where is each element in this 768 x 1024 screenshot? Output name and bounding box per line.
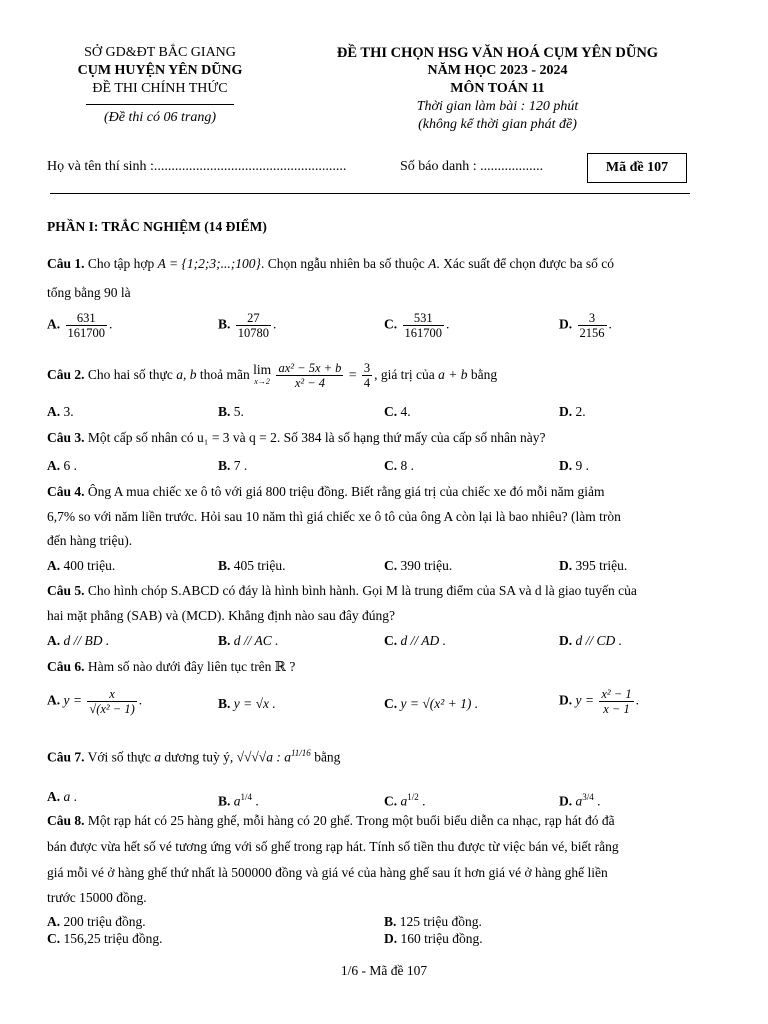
q1-text: Cho tập hợp	[84, 256, 158, 271]
denominator: x² − 4	[294, 376, 326, 391]
q5-option-d[interactable]	[559, 632, 622, 650]
option-text: 2.	[575, 404, 586, 419]
denominator: √(x² − 1)	[89, 702, 135, 716]
option-label: C.	[384, 558, 398, 573]
header-left	[40, 44, 280, 127]
q8-label: Câu 8.	[47, 813, 85, 828]
q5-option-c[interactable]	[384, 632, 446, 650]
option-label: C.	[384, 316, 398, 332]
header-right	[300, 44, 695, 134]
option-label: C.	[384, 404, 398, 419]
numerator: 3	[578, 311, 607, 326]
numerator: 531	[403, 311, 445, 326]
option-label: D.	[559, 633, 573, 648]
option-label: B.	[218, 404, 231, 419]
header-divider	[86, 104, 234, 105]
fraction	[578, 311, 607, 340]
question-8	[47, 812, 718, 830]
option-text: y = √(x² + 1) .	[400, 696, 479, 711]
q7-text-b: dương tuỳ ý,	[160, 749, 237, 765]
option-text: 4.	[400, 404, 411, 419]
option-label: B.	[218, 633, 231, 648]
q2-expr: a + b	[438, 367, 468, 382]
question-8-cont-2: giá mỗi vé ở hàng ghế thứ nhất là 500000 đồng và giá vé của hàng ghế sau ít hơn giá vé ở hàng ghế liền	[47, 865, 608, 880]
q2-limit	[253, 361, 272, 388]
q4-text: Ông A mua chiếc xe ô tô với giá 800 triệu đồng. Biết rằng giá trị của chiếc xe đó mỗi năm giảm	[84, 484, 605, 499]
q6-option-a[interactable]: A. y = $\frac{x}{\text{√(x² − 1)}}$ .	[47, 687, 143, 716]
numerator: 27	[236, 311, 271, 326]
option-label: A.	[47, 558, 61, 573]
option-label: D.	[559, 558, 573, 573]
school-year: NĂM HỌC 2023 - 2024	[427, 63, 568, 78]
q1-option-d[interactable]: D. $\frac{3}{2156}$ .	[559, 311, 612, 340]
department-name: SỞ GD&ĐT BẮC GIANG	[84, 45, 236, 60]
option-label: A.	[47, 789, 61, 804]
q1-var: A	[428, 256, 437, 271]
option-text: 156,25 triệu đồng.	[63, 931, 163, 946]
q3-option-a[interactable]	[47, 457, 77, 475]
option-text: 5.	[233, 404, 244, 419]
q4-option-c[interactable]	[384, 557, 452, 575]
numerator: 3	[363, 361, 371, 376]
option-label: C.	[384, 793, 398, 809]
option-base: a	[233, 793, 241, 809]
q3-text: Một cấp số nhân có u₁ = 3 và q = 2. Số 384 là số hạng thứ mấy của cấp số nhân này?	[84, 430, 546, 445]
question-8-cont-3: trước 15000 đồng.	[47, 890, 147, 905]
option-label: A.	[47, 316, 61, 332]
denominator: 2156	[579, 326, 605, 340]
fraction	[87, 687, 136, 716]
option-text: 200 triệu đồng.	[63, 914, 146, 929]
subject: MÔN TOÁN 11	[450, 81, 545, 96]
question-1-cont: tổng bằng 90 là	[47, 285, 131, 300]
option-text: 8 .	[400, 458, 414, 473]
q5-text: Cho hình chóp S.ABCD có đáy là hình bình hành. Gọi M là trung điểm của SA và d là giao tuyến của	[84, 583, 637, 598]
option-label: B.	[384, 914, 397, 929]
q1-text-b: . Chọn ngẫu nhiên ba số thuộc	[260, 256, 429, 271]
q7-exponent: 11/16	[290, 748, 311, 758]
option-label: D.	[559, 793, 573, 809]
q1-label: Câu 1.	[47, 256, 85, 271]
option-label: B.	[218, 793, 231, 809]
q7-option-a[interactable]: A. a .	[47, 789, 77, 804]
option-text: d // AD .	[400, 633, 447, 648]
q1-option-a[interactable]: A. $\frac{631}{161700}$ .	[47, 311, 113, 340]
option-text: 7 .	[233, 458, 248, 473]
option-text: d // CD .	[575, 633, 623, 648]
page-footer: 1/6 - Mã đề 107	[340, 963, 428, 978]
option-label: B.	[218, 316, 231, 332]
option-label: C.	[384, 633, 398, 648]
numerator: x	[87, 687, 136, 702]
option-text: 390 triệu.	[400, 558, 453, 573]
numerator: 631	[66, 311, 108, 326]
fraction	[599, 687, 633, 716]
q7-option-b[interactable]: B. $a^{1/4}$ .	[218, 792, 259, 809]
q2-label: Câu 2.	[47, 367, 85, 382]
option-text: d // AC .	[233, 633, 279, 648]
question-1	[47, 255, 718, 273]
q7-option-c[interactable]: C. $a^{1/2}$ .	[384, 792, 426, 809]
option-base: a	[400, 793, 408, 809]
q8-text: Một rạp hát có 25 hàng ghế, mỗi hàng có 20 ghế. Trong một buổi biểu diễn ca nhạc, rạp hát đó đã	[84, 813, 615, 828]
q1-option-c[interactable]: C. $\frac{531}{161700}$ .	[384, 311, 450, 340]
option-prefix: y =	[575, 692, 594, 708]
option-label: C.	[384, 458, 398, 473]
option-text: 405 triệu.	[233, 558, 286, 573]
q3-label: Câu 3.	[47, 430, 85, 445]
q3-option-b[interactable]	[218, 457, 247, 475]
q8-option-d[interactable]	[384, 930, 483, 948]
q7-option-d[interactable]: D. $a^{3/4}$ .	[559, 792, 601, 809]
candidate-divider	[50, 193, 690, 194]
question-4-cont-2: đến hàng triệu).	[47, 533, 133, 548]
q7-text-c: bằng	[310, 749, 341, 765]
denominator: x − 1	[603, 702, 630, 716]
option-text: 395 triệu.	[575, 558, 628, 573]
question-4	[47, 483, 718, 501]
q2-option-c[interactable]	[384, 403, 411, 421]
q2-text-d: bằng	[467, 367, 498, 382]
lim-word: lim	[253, 361, 272, 377]
option-text: 6 .	[63, 458, 77, 473]
q8-option-a[interactable]	[47, 913, 146, 931]
question-5-cont: hai mặt phẳng (SAB) và (MCD). Khẳng định nào sau đây đúng?	[47, 608, 395, 623]
candidate-number-field[interactable]: Số báo danh : ..................	[400, 159, 544, 174]
q3-option-c[interactable]	[384, 457, 414, 475]
q3-option-d[interactable]	[559, 457, 589, 475]
option-prefix: y =	[63, 692, 82, 708]
denominator: 4	[363, 376, 371, 391]
option-label: D.	[559, 692, 573, 708]
q2-option-b[interactable]	[218, 403, 244, 421]
option-label: A.	[47, 633, 61, 648]
denominator: 10780	[237, 326, 270, 340]
q2-result-fraction	[362, 361, 372, 390]
option-text: y = √x .	[233, 696, 276, 711]
option-label: A.	[47, 404, 61, 419]
q8-option-b[interactable]	[384, 913, 482, 931]
option-label: A.	[47, 914, 61, 929]
q5-option-a[interactable]	[47, 632, 109, 650]
q4-option-b[interactable]	[218, 557, 286, 575]
option-label: D.	[384, 931, 398, 946]
q1-option-b[interactable]: B. $\frac{27}{10780}$ .	[218, 311, 277, 340]
option-label: D.	[559, 316, 573, 332]
option-base: a	[63, 789, 71, 804]
numerator: x² − 1	[601, 687, 632, 701]
q4-option-d[interactable]	[559, 557, 627, 575]
option-label: A.	[47, 458, 61, 473]
option-label: B.	[218, 696, 231, 711]
q5-label: Câu 5.	[47, 583, 85, 598]
q7-expr: √√√√a : a	[236, 749, 291, 765]
denominator: 161700	[404, 326, 442, 340]
lim-sub: x→2	[254, 376, 270, 386]
time-note: (không kể thời gian phát đề)	[418, 117, 577, 132]
option-text: d // BD .	[63, 633, 110, 648]
option-text: 9 .	[575, 458, 589, 473]
question-5	[47, 582, 718, 600]
section-title: PHẦN I: TRẮC NGHIỆM (14 ĐIỂM)	[47, 219, 267, 234]
time-limit: Thời gian làm bài : 120 phút	[416, 99, 579, 114]
q1-text-c: . Xác suất để chọn được ba số có	[436, 256, 614, 271]
fraction	[403, 311, 445, 340]
q2-vars: a, b	[176, 367, 197, 382]
q2-text: Cho hai số thực	[84, 367, 177, 382]
q4-option-a[interactable]	[47, 557, 115, 575]
option-label: D.	[559, 404, 573, 419]
option-label: A.	[47, 692, 61, 708]
exam-code-box: Mã đề 107	[587, 153, 687, 183]
option-label: B.	[218, 558, 231, 573]
q6-option-c[interactable]	[384, 695, 478, 713]
q6-label: Câu 6.	[47, 659, 85, 674]
exam-title: ĐỀ THI CHỌN HSG VĂN HOÁ CỤM YÊN DŨNG	[336, 45, 659, 61]
q7-var: a	[154, 749, 161, 765]
question-7	[47, 744, 718, 767]
question-4-cont-1: 6,7% so với năm liền trước. Hỏi sau 10 năm thì giá chiếc xe ô tô của ông A còn lại là bao nhiêu? (làm tròn	[47, 509, 621, 524]
q2-option-a[interactable]	[47, 403, 74, 421]
q6-option-b[interactable]	[218, 695, 276, 713]
option-text: 3.	[63, 404, 74, 419]
option-text: 400 triệu.	[63, 558, 116, 573]
option-label: D.	[559, 458, 573, 473]
candidate-name-field[interactable]: Họ và tên thí sinh :.......................................................	[47, 159, 347, 174]
option-label: B.	[218, 458, 231, 473]
option-text: 125 triệu đồng.	[399, 914, 482, 929]
cluster-name: CỤM HUYỆN YÊN DŨNG	[77, 63, 243, 78]
question-6	[47, 658, 718, 676]
question-3	[47, 429, 718, 447]
q2-fraction	[276, 361, 343, 390]
q7-text: Với số thực	[84, 749, 155, 765]
option-exponent: 1/2	[407, 792, 419, 802]
q6-option-d[interactable]: D. y = $\frac{\text{x² − 1}}{x - 1}$ .	[559, 687, 639, 716]
option-label: C.	[47, 931, 61, 946]
official-exam-label: ĐỀ THI CHÍNH THỨC	[92, 81, 228, 96]
fraction	[236, 311, 271, 340]
q2-text-b: thoả mãn	[196, 367, 254, 382]
q6-text: Hàm số nào dưới đây liên tục trên ℝ ?	[84, 659, 296, 674]
question-2	[47, 358, 718, 392]
q1-set: A = {1;2;3;...;100}	[157, 256, 261, 271]
q2-text-c: , giá trị của	[374, 367, 439, 382]
q5-option-b[interactable]	[218, 632, 279, 650]
q2-option-d[interactable]	[559, 403, 586, 421]
q4-label: Câu 4.	[47, 484, 85, 499]
option-label: C.	[384, 696, 398, 711]
fraction	[66, 311, 108, 340]
denominator: 161700	[67, 326, 105, 340]
page-count-note: (Đề thi có 06 trang)	[104, 110, 216, 125]
option-exponent: 3/4	[582, 792, 594, 802]
option-base: a	[575, 793, 583, 809]
q7-label: Câu 7.	[47, 749, 85, 765]
option-text: 160 triệu đồng.	[400, 931, 483, 946]
q8-option-c[interactable]	[47, 930, 163, 948]
question-8-cont-1: bán được vừa hết số vé tương ứng với số ghế trong rạp hát. Tính số tiền thu được từ việc bán vé, biết rằng	[47, 839, 619, 854]
numerator: ax² − 5x + b	[278, 361, 342, 376]
option-exponent: 1/4	[240, 792, 253, 802]
equals: =	[348, 367, 357, 382]
